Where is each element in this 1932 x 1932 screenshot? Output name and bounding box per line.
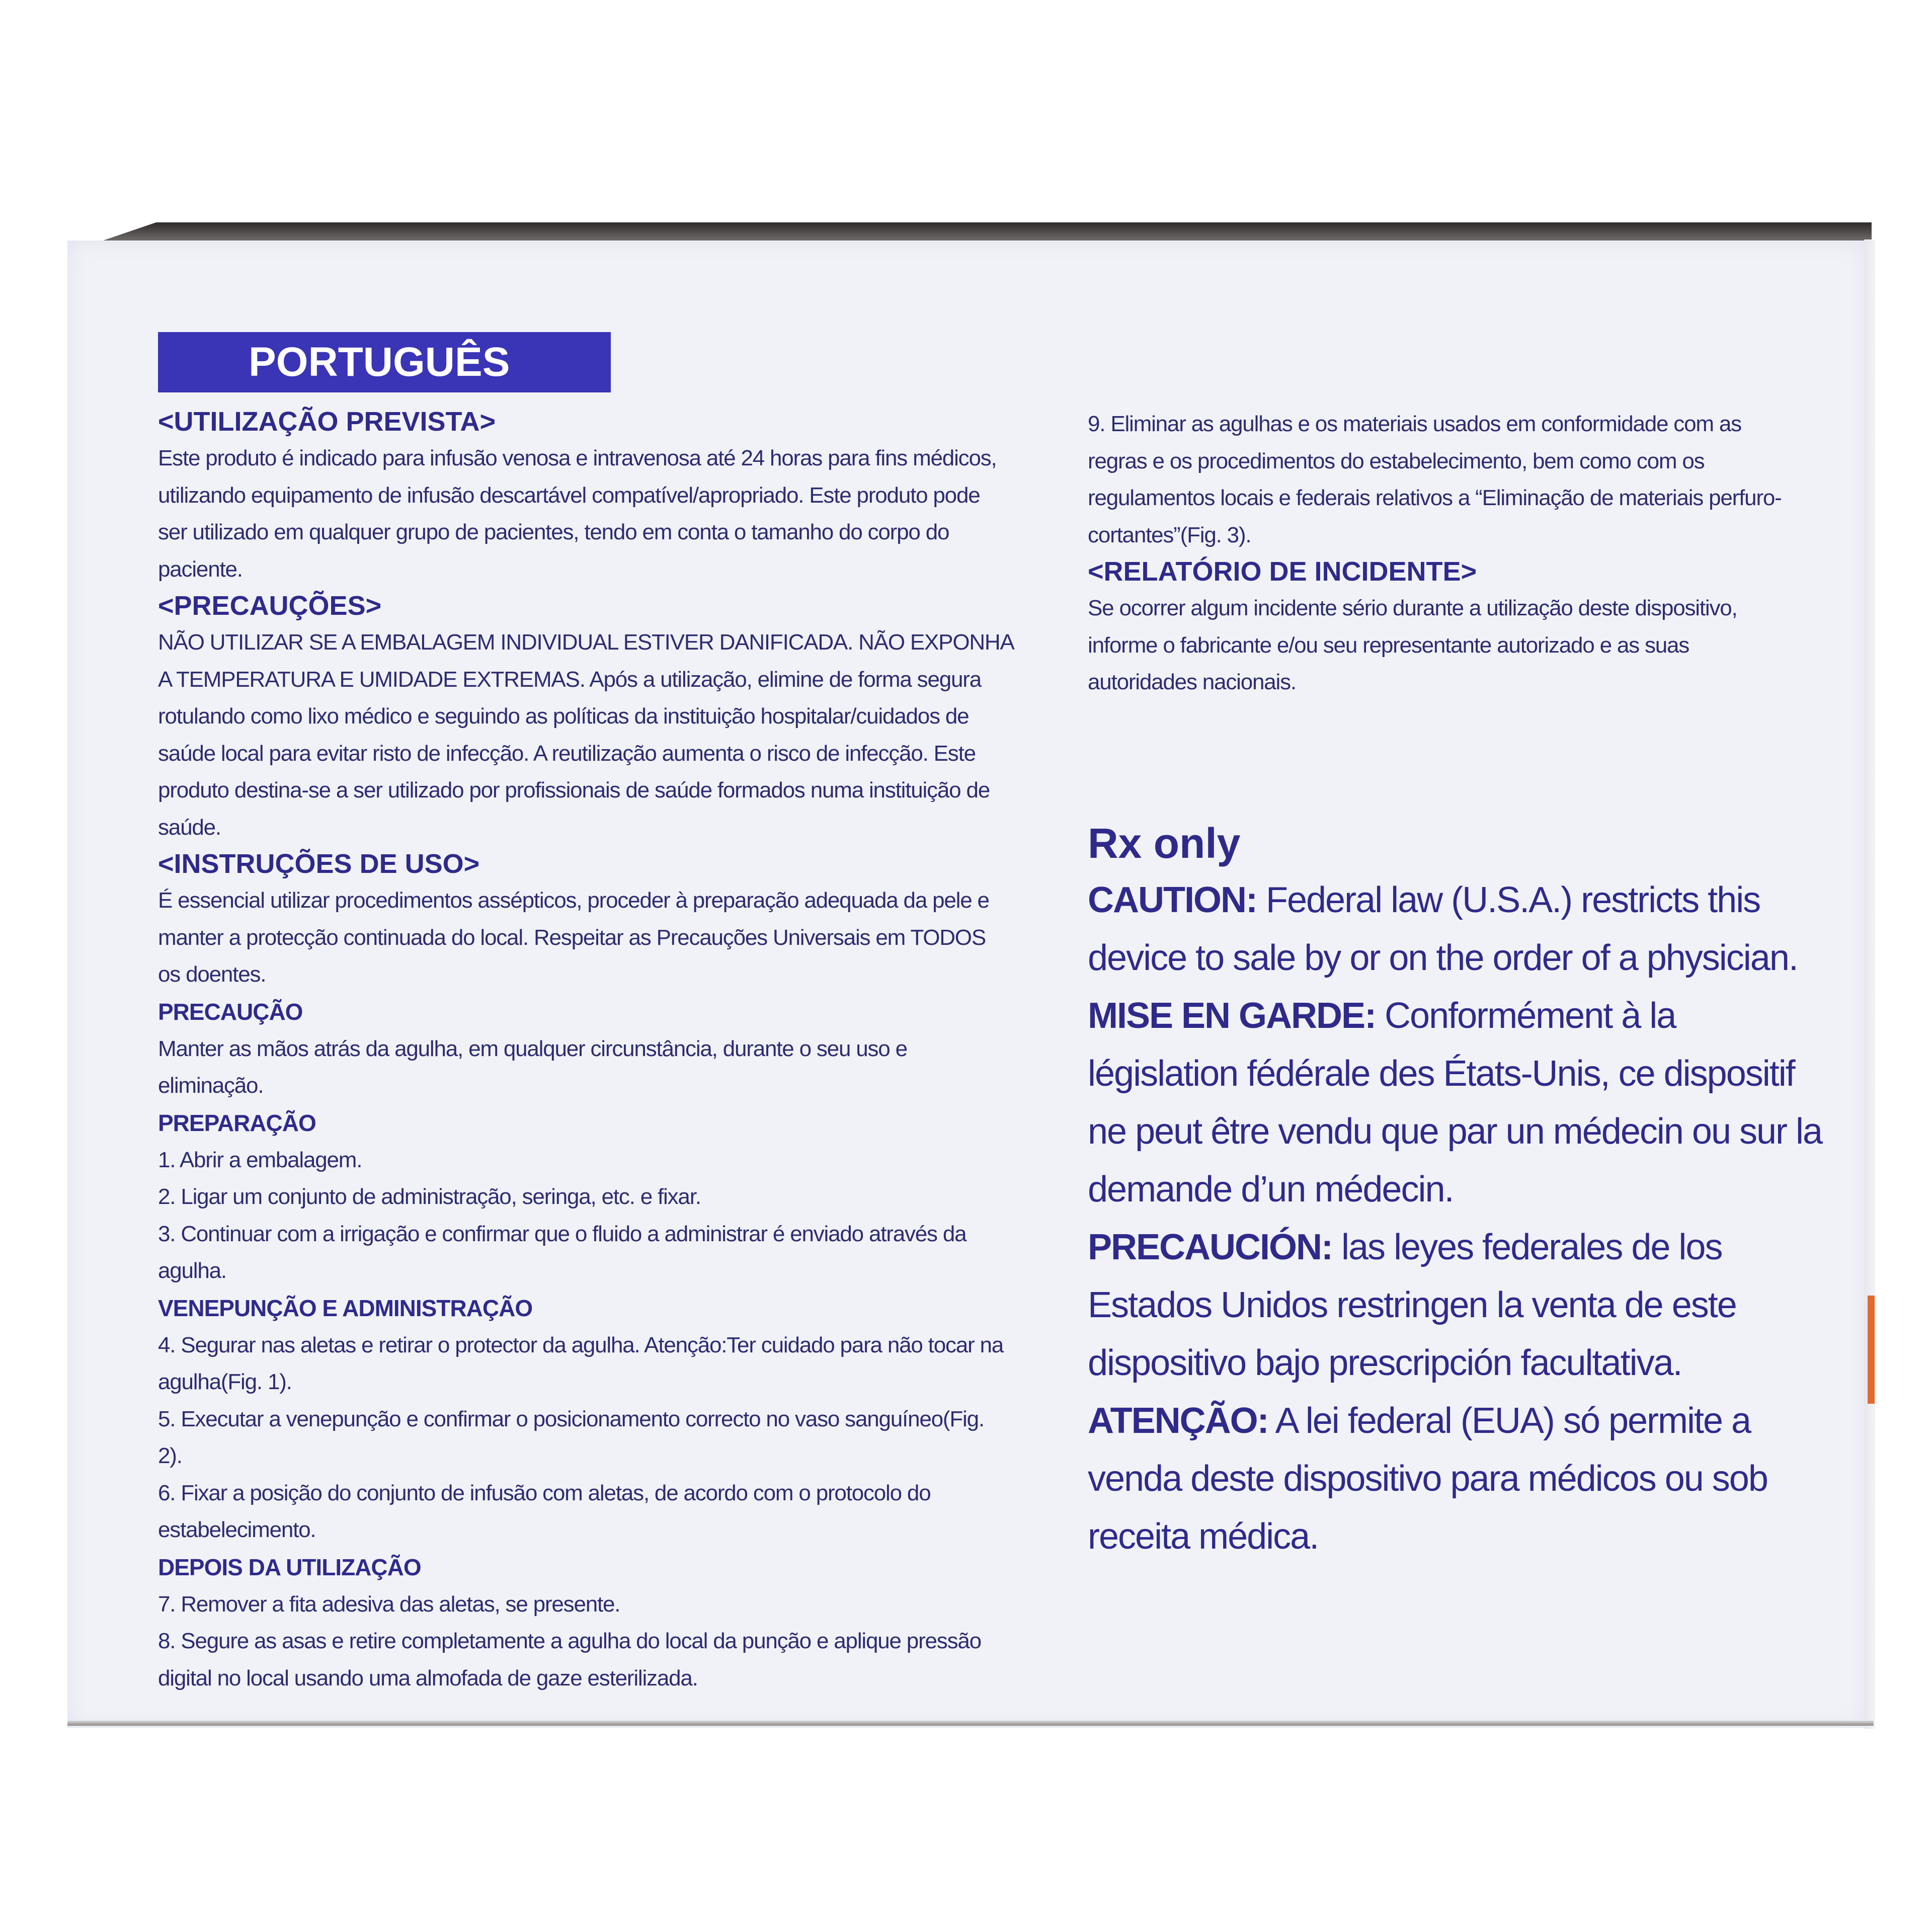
caution-heading: PRECAUÇÃO xyxy=(158,998,303,1025)
instructions-heading: <INSTRUÇÕES DE USO> xyxy=(158,849,480,879)
caution-statement-text: Federal law (U.S.A.) restricts this device to sale by or on the order of a physician. xyxy=(1088,880,1798,978)
step-5: 5. Executar a venepunção e confirmar o posicionamento correcto no vaso sanguíneo(Fig. 2). xyxy=(158,1406,984,1468)
step-7: 7. Remover a fita adesiva das aletas, se presente. xyxy=(158,1591,620,1617)
caution-statement xyxy=(1088,871,1832,987)
rx-only-title: Rx only xyxy=(1088,820,1241,867)
portuguese-column xyxy=(158,332,1013,1697)
venipuncture-heading: VENEPUNÇÃO E ADMINISTRAÇÃO xyxy=(158,1295,533,1321)
step-2: 2. Ligar um conjunto de administração, seringa, etc. e fixar. xyxy=(158,1184,701,1209)
box-bottom-edge xyxy=(67,1721,1874,1726)
language-banner: PORTUGUÊS xyxy=(158,332,611,392)
atencao-text: A lei federal (EUA) só permite a venda deste dispositivo para médicos ou sob receita médica. xyxy=(1088,1401,1767,1557)
preparation-heading: PREPARAÇÃO xyxy=(158,1109,316,1136)
atencao-label: ATENÇÃO: xyxy=(1088,1401,1268,1441)
step-4: 4. Segurar nas aletas e retirar o protector da agulha. Atenção:Ter cuidado para não tocar na agulha(Fig. 1). xyxy=(158,1332,1004,1394)
box-side-edge xyxy=(1864,239,1875,1729)
intended-use-text: Este produto é indicado para infusão venosa e intravenosa até 24 horas para fins médicos, utilizando equipamento de infusão descartável compatível/apropriado. Este produto pode ser utilizado em qualquer grupo de pacientes, tendo em conta o tamanho do corpo do paciente. xyxy=(158,446,997,582)
step-6: 6. Fixar a posição do conjunto de infusão com aletas, de acordo com o protocolo do estabelecimento. xyxy=(158,1480,931,1542)
after-use-heading: DEPOIS DA UTILIZAÇÃO xyxy=(158,1554,421,1580)
precaucion-label: PRECAUCIÓN: xyxy=(1088,1227,1333,1267)
incident-heading: <RELATÓRIO DE INCIDENTE> xyxy=(1088,556,1477,587)
atencao-statement xyxy=(1088,1392,1832,1566)
instructions-text: É essencial utilizar procedimentos assépticos, proceder à preparação adequada da pele e manter a protecção continuada do local. Respeitar as Precauções Universais em TODOS os doentes. xyxy=(158,888,989,987)
caution-label: CAUTION: xyxy=(1088,880,1257,920)
mise-en-garde-text: Conformément à la législation fédérale des États-Unis, ce dispositif ne peut être vendu que par un médecin ou sur la demande d’un médecin. xyxy=(1088,996,1822,1210)
box-top-edge xyxy=(103,222,1872,240)
incident-text: Se ocorrer algum incidente sério durante a utilização deste dispositivo, informe o fabricante e/ou seu representante autorizado e as suas autoridades nacionais. xyxy=(1088,596,1737,694)
intended-use-heading: <UTILIZAÇÃO PREVISTA> xyxy=(158,407,496,437)
caution-text: Manter as mãos atrás da agulha, em qualquer circunstância, durante o seu uso e eliminação. xyxy=(158,1036,907,1098)
orange-accent-tab xyxy=(1868,1296,1875,1404)
precaucion-text: las leyes federales de los Estados Unidos restringen la venta de este dispositivo bajo prescripción facultativa. xyxy=(1088,1227,1736,1383)
step-8: 8. Segure as asas e retire completamente a agulha do local da punção e aplique pressão digital no local usando uma almofada de gaze esterilizada. xyxy=(158,1629,981,1691)
precautions-heading: <PRECAUÇÕES> xyxy=(158,591,382,621)
step-9: 9. Eliminar as agulhas e os materiais usados em conformidade com as regras e os procedimentos do estabelecimento, bem como com os regulamentos locais e federais relativos a “Eliminação de materiais perfuro-cortantes”(Fig. 3). xyxy=(1088,412,1782,547)
rx-only-block xyxy=(1088,815,1832,1566)
precaucion-statement xyxy=(1088,1219,1832,1392)
mise-en-garde-statement xyxy=(1088,987,1832,1219)
mise-en-garde-label: MISE EN GARDE: xyxy=(1088,996,1376,1036)
step-3: 3. Continuar com a irrigação e confirmar que o fluido a administrar é enviado através da agulha. xyxy=(158,1221,967,1283)
step-1: 1. Abrir a embalagem. xyxy=(158,1147,362,1172)
portuguese-column-continued xyxy=(1088,406,1802,701)
precautions-text: NÃO UTILIZAR SE A EMBALAGEM INDIVIDUAL ESTIVER DANIFICADA. NÃO EXPONHA A TEMPERATURA E UMIDADE EXTREMAS. Após a utilização, elimine de forma segura rotulando como lixo médico e seguindo as políticas da instituição hospitalar/cuidados de saúde local para evitar risto de infecção. A reutilização aumenta o risco de infecção. Este produto destina-se a ser utilizado por profissionais de saúde formados numa instituição de saúde. xyxy=(158,630,1013,840)
